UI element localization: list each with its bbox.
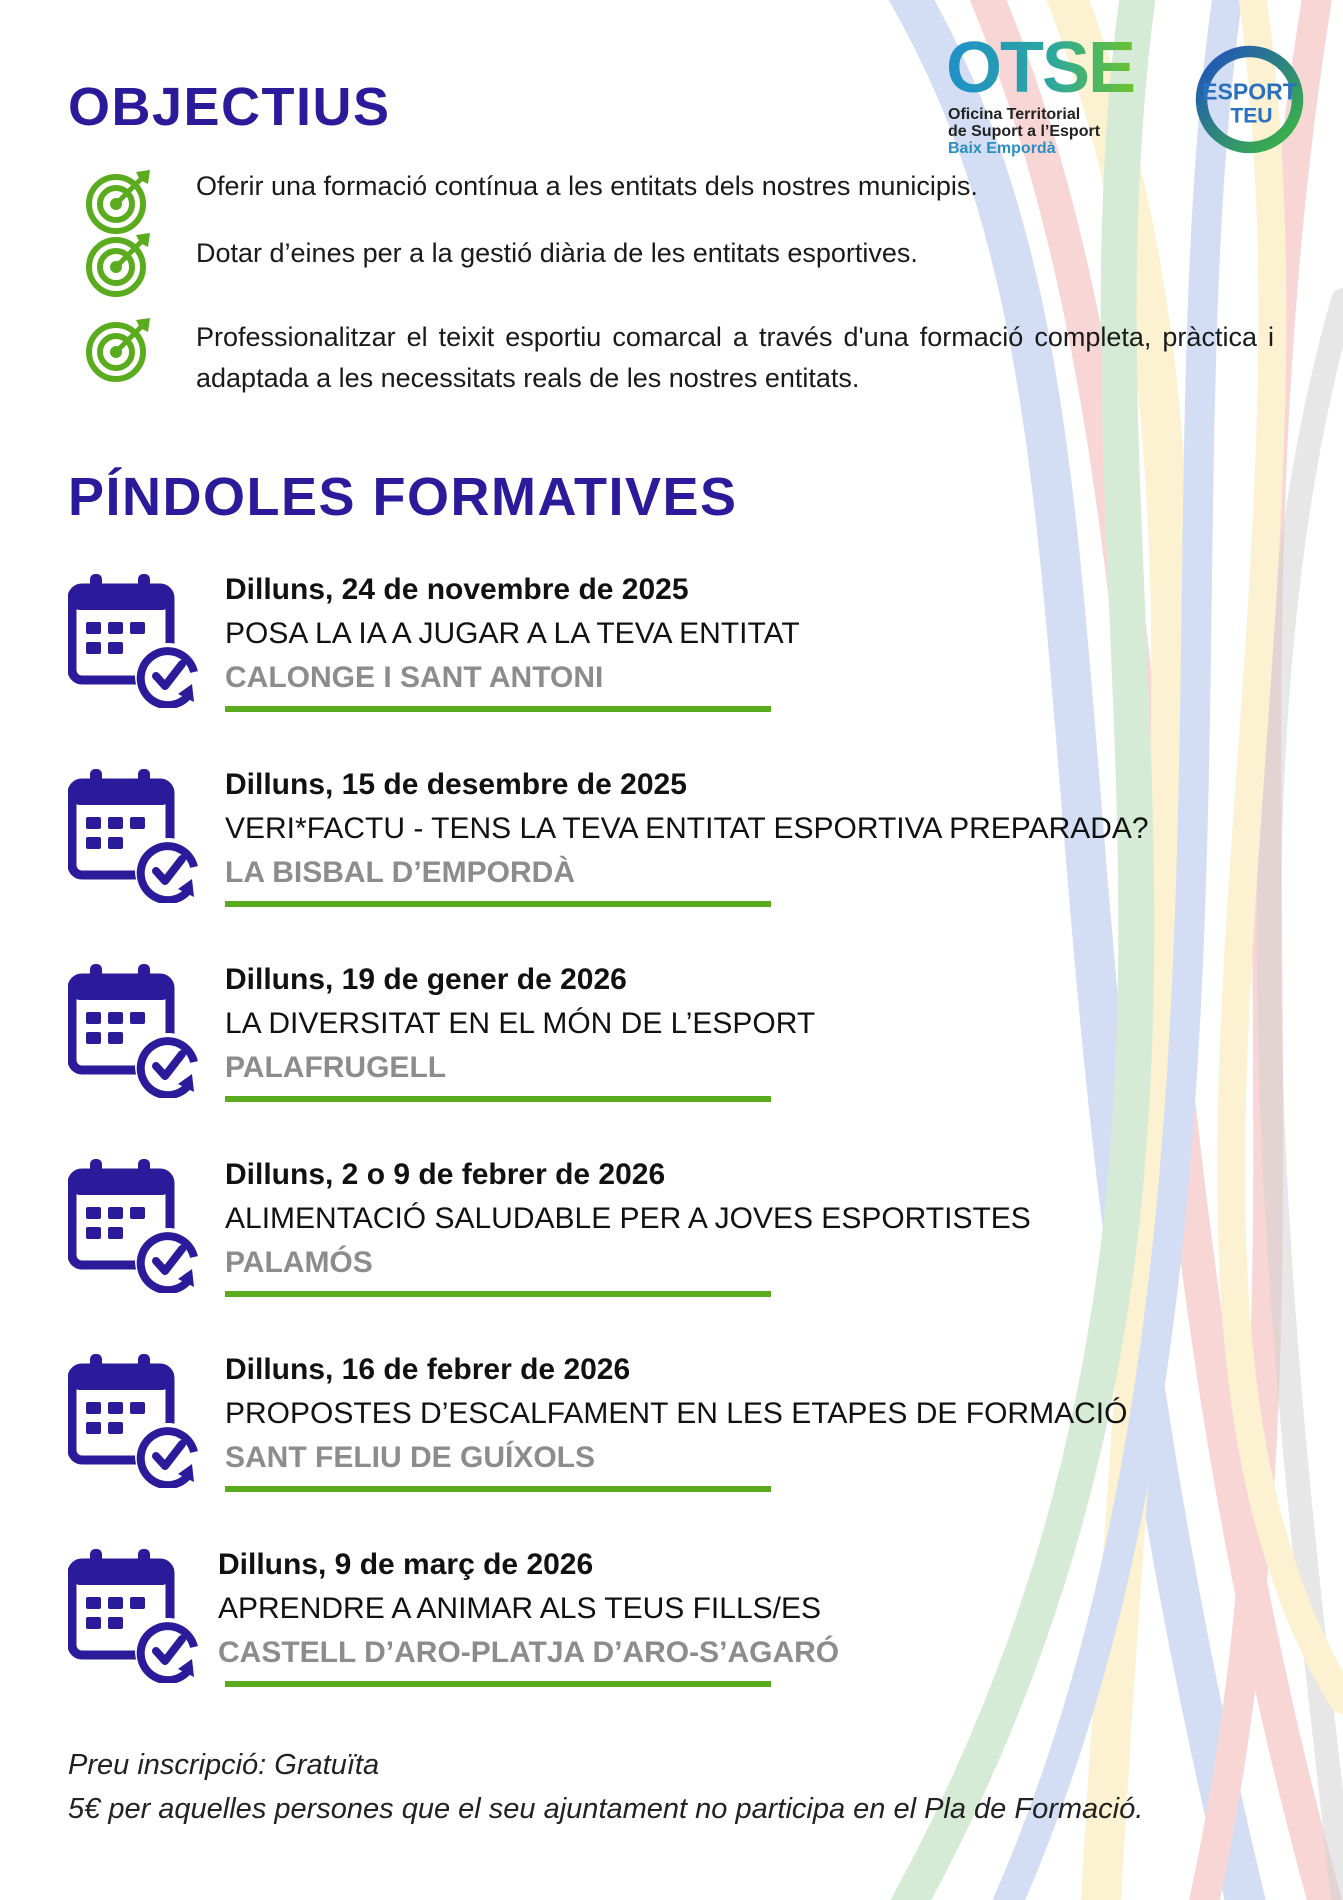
event-date: Dilluns, 15 de desembre de 2025 bbox=[225, 768, 687, 801]
event-title: ALIMENTACIÓ SALUDABLE PER A JOVES ESPORTISTES bbox=[225, 1202, 1031, 1235]
otse-logo: OTSE bbox=[946, 28, 1135, 108]
event-title: PROPOSTES D’ESCALFAMENT EN LES ETAPES DE FORMACIÓ bbox=[225, 1397, 1128, 1430]
objective-item: Oferir una formació contínua a les entitats dels nostres municipis. bbox=[196, 171, 978, 201]
event-date: Dilluns, 24 de novembre de 2025 bbox=[225, 573, 689, 606]
calendar-check-icon bbox=[68, 1547, 202, 1683]
event-location: SANT FELIU DE GUÍXOLS bbox=[225, 1441, 596, 1474]
event-divider bbox=[225, 1486, 771, 1492]
svg-text:ESPORT: ESPORT bbox=[1202, 78, 1297, 105]
event-location: LA BISBAL D’EMPORDÀ bbox=[225, 856, 576, 889]
calendar-check-icon bbox=[68, 962, 202, 1098]
objectius-title: OBJECTIUS bbox=[68, 77, 391, 137]
otse-logo-subtitle bbox=[948, 106, 1100, 157]
price-note: 5€ per aquelles persones que el seu ajuntament no participa en el Pla de Formació. bbox=[68, 1793, 1144, 1825]
otse-line1: Oficina Territorial bbox=[948, 106, 1081, 123]
event-divider bbox=[225, 901, 771, 907]
event-title: VERI*FACTU - TENS LA TEVA ENTITAT ESPORTIVA PREPARADA? bbox=[225, 812, 1149, 845]
otse-line3: Baix Empordà bbox=[948, 140, 1056, 157]
target-icon bbox=[84, 316, 152, 384]
event-divider bbox=[225, 1291, 771, 1297]
event-location: PALAMÓS bbox=[225, 1246, 373, 1279]
calendar-check-icon bbox=[68, 767, 202, 903]
calendar-check-icon bbox=[68, 1157, 202, 1293]
event-location: CALONGE I SANT ANTONI bbox=[225, 661, 604, 694]
event-location: PALAFRUGELL bbox=[225, 1051, 447, 1084]
otse-line2: de Suport a l’Esport bbox=[948, 123, 1101, 140]
event-location: CASTELL D’ARO-PLATJA D’ARO-S’AGARÓ bbox=[218, 1636, 840, 1669]
objective-item: Professionalitzar el teixit esportiu comarcal a través d'una formació completa, pràctica i adaptada a les necessitats reals de les nostres entitats. bbox=[196, 322, 1274, 393]
event-date: Dilluns, 2 o 9 de febrer de 2026 bbox=[225, 1158, 666, 1191]
svg-text:TEU: TEU bbox=[1230, 104, 1273, 128]
target-icon bbox=[84, 168, 152, 236]
event-title: APRENDRE A ANIMAR ALS TEUS FILLS/ES bbox=[218, 1592, 822, 1625]
event-title: POSA LA IA A JUGAR A LA TEVA ENTITAT bbox=[225, 617, 800, 650]
calendar-check-icon bbox=[68, 572, 202, 708]
objective-item: Dotar d’eines per a la gestió diària de les entitats esportives. bbox=[196, 238, 918, 268]
pindoles-title: PÍNDOLES FORMATIVES bbox=[68, 467, 738, 527]
event-divider bbox=[225, 1096, 771, 1102]
event-title: LA DIVERSITAT EN EL MÓN DE L’ESPORT bbox=[225, 1007, 816, 1040]
event-divider bbox=[225, 1681, 771, 1687]
event-date: Dilluns, 19 de gener de 2026 bbox=[225, 963, 627, 996]
event-divider bbox=[225, 706, 771, 712]
price-line: Preu inscripció: Gratuïta bbox=[68, 1749, 380, 1781]
esport-al-teu-abast-logo bbox=[1190, 40, 1310, 160]
calendar-check-icon bbox=[68, 1352, 202, 1488]
target-icon bbox=[84, 231, 152, 299]
event-date: Dilluns, 9 de març de 2026 bbox=[218, 1548, 594, 1581]
event-date: Dilluns, 16 de febrer de 2026 bbox=[225, 1353, 631, 1386]
